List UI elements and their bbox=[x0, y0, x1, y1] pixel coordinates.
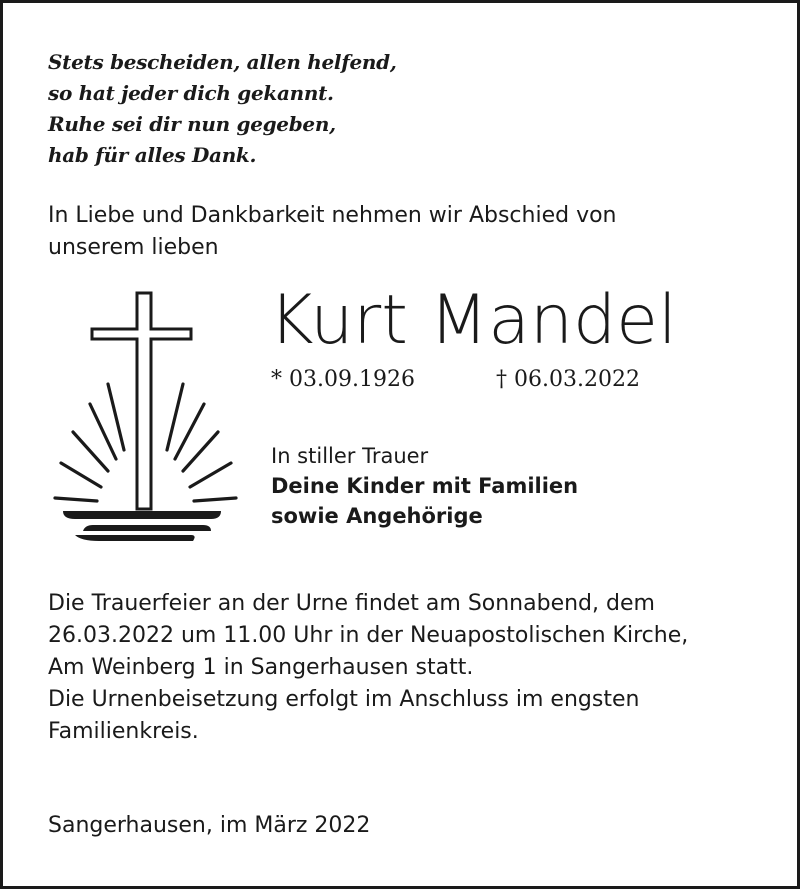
ceremony-line: Die Urnenbeisetzung erfolgt im Anschluss im engsten bbox=[48, 687, 640, 712]
mourners-line: Deine Kinder mit Familien bbox=[271, 474, 579, 498]
cross-sunrise-water-icon bbox=[53, 291, 238, 553]
ceremony-line: Am Weinberg 1 in Sangerhausen statt. bbox=[48, 655, 474, 680]
poem-line: Stets bescheiden, allen helfend, bbox=[48, 50, 397, 74]
ceremony-text bbox=[48, 588, 688, 748]
death-date: † 06.03.2022 bbox=[496, 367, 640, 392]
intro-line: unserem lieben bbox=[48, 235, 219, 260]
poem bbox=[48, 47, 397, 171]
place-date: Sangerhausen, im März 2022 bbox=[48, 813, 371, 838]
mourners-line: sowie Angehörige bbox=[271, 504, 483, 528]
birth-date: * 03.09.1926 bbox=[271, 367, 415, 392]
mourners-block bbox=[271, 441, 578, 531]
ceremony-line: Die Trauerfeier an der Urne findet am Sonnabend, dem bbox=[48, 591, 655, 616]
deceased-name: Kurt Mandel bbox=[269, 281, 677, 360]
mourners-intro: In stiller Trauer bbox=[271, 444, 429, 468]
ceremony-line: Familienkreis. bbox=[48, 719, 199, 744]
poem-line: hab für alles Dank. bbox=[48, 143, 257, 167]
poem-line: so hat jeder dich gekannt. bbox=[48, 81, 334, 105]
intro-line: In Liebe und Dankbarkeit nehmen wir Abschied von bbox=[48, 203, 617, 228]
poem-line: Ruhe sei dir nun gegeben, bbox=[48, 112, 336, 136]
intro-text bbox=[48, 200, 617, 264]
ceremony-line: 26.03.2022 um 11.00 Uhr in der Neuapostolischen Kirche, bbox=[48, 623, 689, 648]
